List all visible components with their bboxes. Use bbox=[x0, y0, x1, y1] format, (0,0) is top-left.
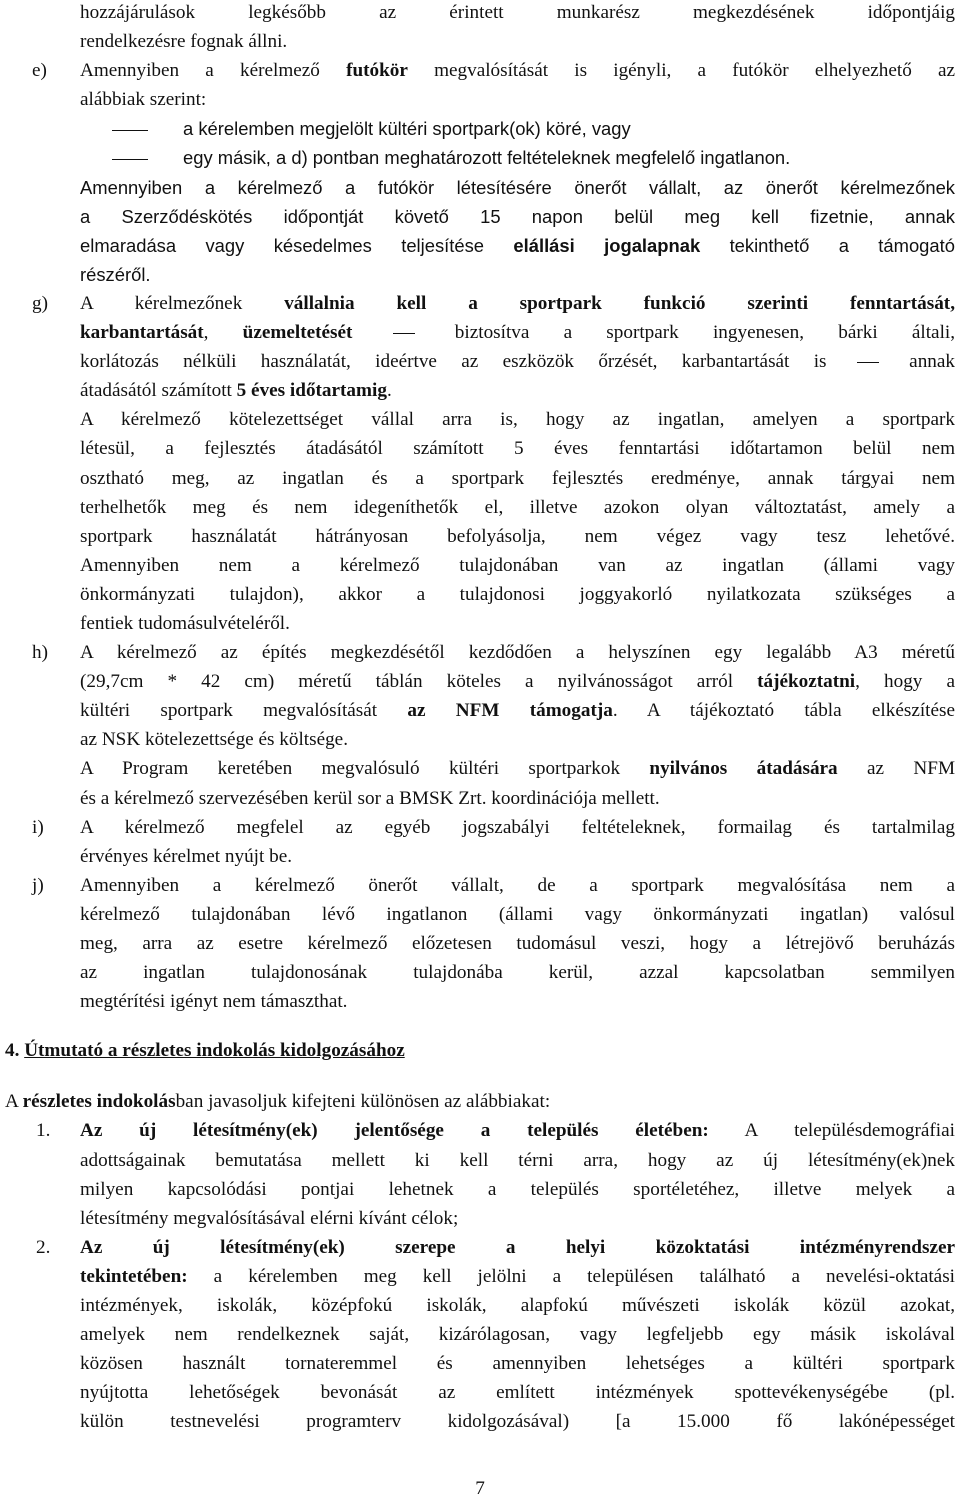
item-label: j) bbox=[32, 874, 44, 896]
text-line: Amennyiben a kérelmező a futókör létesítésére önerőt vállalt, az önerőt kérelmezőnek bbox=[80, 176, 955, 198]
dash-bullet-icon bbox=[112, 159, 148, 160]
intro-text: A részletes indokolásban javasoljuk kifejteni különösen az alábbiakat: bbox=[5, 1091, 551, 1113]
text-line: A kérelmezőnek vállalnia kell a sportpark funkció szerinti fenntartását, bbox=[80, 292, 955, 314]
text-line: megtérítési igényt nem támaszthat. bbox=[80, 991, 348, 1013]
text-line: elmaradása vagy késedelmes teljesítése elállási jogalapnak tekinthető a támogató bbox=[80, 234, 955, 256]
text-line: Amennyiben a kérelmező önerőt vállalt, de a sportpark megvalósítása nem a bbox=[80, 874, 955, 896]
text-line: adottságainak bemutatása mellett ki kell térni arra, hogy az új létesítmény(ek)nek bbox=[80, 1149, 955, 1171]
item-e-paragraph bbox=[80, 173, 955, 289]
dash-icon bbox=[393, 333, 415, 334]
text-line: Amennyiben a kérelmező futókör megvalósítását is igényli, a futókör elhelyezhető az bbox=[80, 60, 956, 82]
text-line: és a kérelmező szervezésében kerül sor a BMSK Zrt. koordinációja mellett. bbox=[80, 787, 660, 809]
list-number: 2. bbox=[36, 1236, 51, 1258]
bullet-item: a kérelemben megjelölt kültéri sportpark(ok) köré, vagy bbox=[0, 114, 960, 143]
text-line: Az új létesítmény(ek) szerepe a helyi közoktatási intézményrendszer bbox=[80, 1236, 955, 1258]
item-e bbox=[0, 56, 960, 289]
text-line: rendelkezésre fognak állni. bbox=[80, 31, 288, 53]
text-line: külön testnevelési programterv kidolgozásával) [a 15.000 fő lakónépességet bbox=[80, 1411, 955, 1433]
text-line: korlátozás nélküli használatát, ideértve az eszközök őrzését, karbantartását is annak bbox=[80, 351, 955, 373]
page-number: 7 bbox=[475, 1478, 485, 1499]
item-i bbox=[0, 813, 960, 871]
item-j bbox=[0, 871, 960, 1016]
text-line: terhelhetők meg és nem idegeníthetők el, illetve azokon olyan változtatást, amely a bbox=[80, 496, 955, 518]
text-line: sportpark használatát hátrányosan befolyásolja, nem végez vagy tesz lehetővé. bbox=[80, 525, 955, 547]
list-item-text bbox=[80, 1233, 955, 1437]
item-j-text bbox=[80, 871, 955, 1016]
list-item-2 bbox=[0, 1233, 960, 1437]
item-i-text bbox=[80, 813, 955, 871]
text-line: amelyek nem rendelkeznek saját, kizárólagosan, vagy legfeljebb egy másik iskolával bbox=[80, 1324, 955, 1346]
dash-bullet-icon bbox=[112, 130, 148, 131]
text-line: A kérelmező az építés megkezdésétől kezdődően a helyszínen egy legalább A3 méretű bbox=[80, 642, 955, 664]
text-line: karbantartását, üzemeltetését biztosítva a sportpark ingyenesen, bárki általi, bbox=[80, 322, 956, 344]
item-g bbox=[0, 289, 960, 638]
text-line: létesül, a fejlesztés átadásától számított 5 éves fenntartási időtartamon belül nem bbox=[80, 438, 955, 460]
text-line: milyen kapcsolódási pontjai lehetnek a település sportéletéhez, illetve melyek a bbox=[80, 1178, 955, 1200]
text-line: hozzájárulások legkésőbb az érintett munkarész megkezdésének időpontjáig bbox=[80, 2, 955, 23]
section-heading: 4. Útmutató a részletes indokolás kidolgozásához bbox=[5, 1040, 405, 1062]
item-h-paragraph bbox=[80, 754, 955, 812]
text-line: önkormányzati tulajdon), akkor a tulajdonosi joggyakorló nyilatkozata szükséges a bbox=[80, 583, 955, 605]
item-label: h) bbox=[32, 642, 48, 664]
text-line: a Szerződéskötés időpontját követő 15 napon belül meg kell fizetnie, annak bbox=[80, 205, 955, 227]
item-h-text bbox=[80, 638, 955, 754]
text-line: átadásától számított 5 éves időtartamig. bbox=[80, 380, 392, 402]
text-line: A kérelmező megfelel az egyéb jogszabályi feltételeknek, formailag és tartalmilag bbox=[80, 816, 955, 838]
text-line: alábbiak szerint: bbox=[80, 89, 207, 111]
list-number: 1. bbox=[36, 1120, 51, 1142]
text-line: (29,7cm * 42 cm) méretű táblán köteles a nyilvánosságot arról tájékoztatni, hogy a bbox=[80, 671, 955, 693]
text-line: A Program keretében megvalósuló kültéri sportparkok nyilvános átadására az NFM bbox=[80, 758, 956, 780]
text-line: közösen használt tornateremmel és amennyiben lehetséges a kültéri sportpark bbox=[80, 1353, 955, 1375]
item-label: i) bbox=[32, 816, 44, 838]
continued-paragraph bbox=[80, 0, 955, 56]
list-item-text bbox=[80, 1116, 955, 1232]
text-line: tekintetében: a kérelemben meg kell jelölni a településen található a nevelési-oktatási bbox=[80, 1265, 955, 1287]
bullet-item: egy másik, a d) pontban meghatározott feltételeknek megfelelő ingatlanon. bbox=[0, 143, 960, 172]
text-line: meg, arra az esetre kérelmező előzetesen tudomásul veszi, hogy a létrejövő beruházás bbox=[80, 933, 955, 954]
text-line: fentiek tudomásulvételéről. bbox=[80, 612, 290, 634]
text-line: intézmények, iskolák, középfokú iskolák, alapfokú művészeti iskolák közül azokat, bbox=[80, 1295, 955, 1317]
item-g-paragraph bbox=[80, 405, 955, 638]
text-line: nyújtotta lehetőségek bevonását az említett intézmények spottevékenységébe (pl. bbox=[80, 1382, 955, 1404]
text-line: érvényes kérelmet nyújt be. bbox=[80, 845, 293, 867]
item-g-text bbox=[80, 289, 955, 405]
text-line: létesítmény megvalósításával elérni kívánt célok; bbox=[80, 1207, 459, 1229]
item-label: g) bbox=[32, 292, 48, 314]
text-line: A kérelmező kötelezettséget vállal arra is, hogy az ingatlan, amelyen a sportpark bbox=[80, 409, 955, 431]
text-line: az ingatlan tulajdonosának tulajdonába kerül, azzal kapcsolatban semmilyen bbox=[80, 962, 955, 984]
text-line: az NSK kötelezettsége és költsége. bbox=[80, 729, 348, 751]
text-line: kültéri sportpark megvalósítását az NFM támogatja. A tájékoztató tábla elkészítése bbox=[80, 700, 955, 722]
text-line: kérelmező tulajdonában lévő ingatlanon (állami vagy önkormányzati ingatlan) valósul bbox=[80, 903, 955, 925]
text-line: Amennyiben nem a kérelmező tulajdonában van az ingatlan (állami vagy bbox=[80, 554, 955, 576]
item-e-text bbox=[80, 56, 955, 114]
text-line: Az új létesítmény(ek) jelentősége a település életében: A településdemográfiai bbox=[80, 1120, 955, 1142]
dash-icon bbox=[857, 362, 879, 363]
list-item-1 bbox=[0, 1116, 960, 1232]
item-h bbox=[0, 638, 960, 813]
text-line: osztható meg, az ingatlan és a sportpark fejlesztés eredménye, annak tárgyai nem bbox=[80, 467, 955, 489]
text-line: részéről. bbox=[80, 263, 151, 285]
item-label: e) bbox=[32, 60, 47, 82]
